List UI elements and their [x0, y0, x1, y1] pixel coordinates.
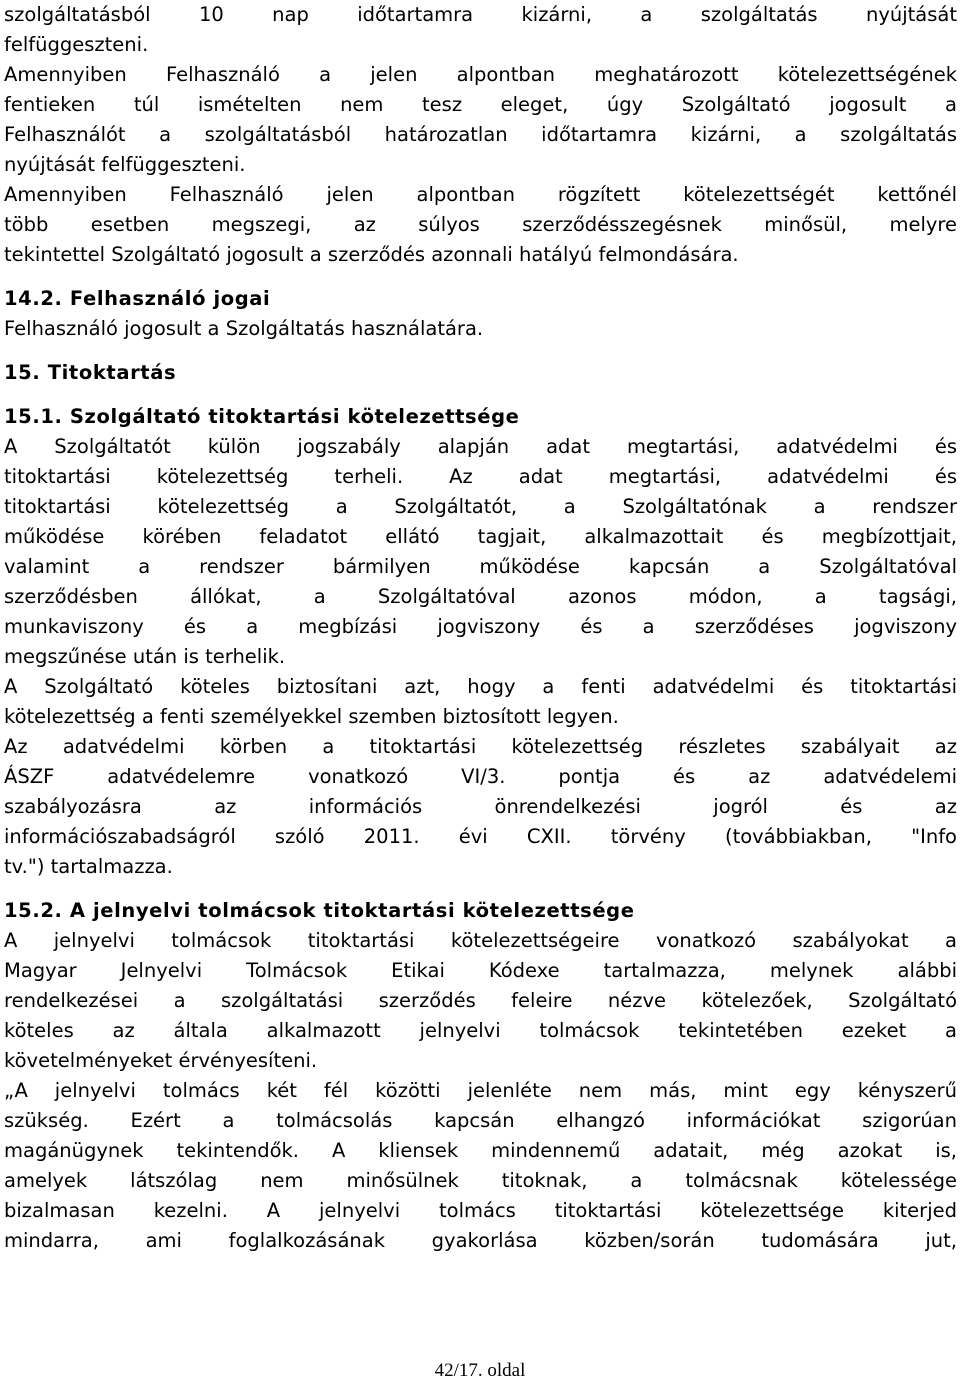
text-line: rendelkezései a szolgáltatási szerződés feleire nézve kötelezőek, Szolgáltató — [4, 989, 957, 1012]
text-line: Amennyiben Felhasználó jelen alpontban rögzített kötelezettségét kettőnél — [4, 183, 957, 206]
text-line: Felhasználót a szolgáltatásból határozatlan időtartamra kizárni, a szolgáltatás — [4, 123, 957, 146]
page-number: 42/17. oldal — [434, 1360, 526, 1381]
text-line: szerződésben állókat, a Szolgáltatóval azonos módon, a tagsági, — [4, 585, 957, 608]
text-line: követelményeket érvényesíteni. — [4, 1049, 318, 1072]
paragraph — [4, 0, 957, 60]
text-line: kötelezettség a fenti személyekkel szemben biztosított legyen. — [4, 705, 619, 728]
section-15-2 — [4, 896, 957, 1256]
section-heading: 15.2. A jelnyelvi tolmácsok titoktartási kötelezettsége — [4, 899, 635, 922]
text-line: megszűnése után is terhelik. — [4, 645, 286, 668]
text-line: amelyek látszólag nem minősülnek titoknak, a tolmácsnak kötelessége — [4, 1169, 957, 1192]
text-line: mindarra, ami foglalkozásának gyakorlása közben/során tudomására jut, — [4, 1229, 957, 1252]
text-line: Amennyiben Felhasználó a jelen alpontban meghatározott kötelezettségének — [4, 63, 957, 86]
paragraph — [4, 60, 957, 180]
text-line: magánügynek tekintendők. A kliensek mindennemű adatait, még azokat is, — [4, 1139, 957, 1162]
text-line: szolgáltatásból 10 nap időtartamra kizárni, a szolgáltatás nyújtását — [4, 3, 957, 26]
text-line: több esetben megszegi, az súlyos szerződésszegésnek minősül, melyre — [4, 213, 957, 236]
text-line: „A jelnyelvi tolmács két fél közötti jelenléte nem más, mint egy kényszerű — [4, 1079, 957, 1102]
text-line: működése körében feladatot ellátó tagjait, alkalmazottait és megbízottjait, — [4, 525, 957, 548]
text-line: A Szolgáltató köteles biztosítani azt, hogy a fenti adatvédelmi és titoktartási — [4, 675, 957, 698]
paragraph — [4, 180, 957, 270]
text-line: titoktartási kötelezettség a Szolgáltatót, a Szolgáltatónak a rendszer — [4, 495, 957, 518]
paragraph — [4, 672, 957, 732]
paragraph — [4, 732, 957, 882]
text-line: szabályozásra az információs önrendelkezési jogról és az — [4, 795, 957, 818]
text-line: tv.") tartalmazza. — [4, 855, 173, 878]
text-line: Magyar Jelnyelvi Tolmácsok Etikai Kódexe tartalmazza, melynek alábbi — [4, 959, 957, 982]
text-line: A jelnyelvi tolmácsok titoktartási kötelezettségeire vonatkozó szabályokat a — [4, 929, 957, 952]
text-line: felfüggeszteni. — [4, 33, 149, 56]
text-line: szükség. Ezért a tolmácsolás kapcsán elhangzó információkat szigorúan — [4, 1109, 957, 1132]
paragraph — [4, 1076, 957, 1256]
text-line: titoktartási kötelezettség terheli. Az adat megtartási, adatvédelmi és — [4, 465, 957, 488]
document-page — [4, 0, 957, 1256]
text-line: tekintettel Szolgáltató jogosult a szerződés azonnali hatályú felmondására. — [4, 243, 739, 266]
section-15 — [4, 358, 957, 388]
section-heading: 15.1. Szolgáltató titoktartási kötelezettsége — [4, 405, 520, 428]
text-line: A Szolgáltatót külön jogszabály alapján adat megtartási, adatvédelmi és — [4, 435, 957, 458]
section-heading: 14.2. Felhasználó jogai — [4, 287, 271, 310]
text-line: Felhasználó jogosult a Szolgáltatás használatára. — [4, 317, 484, 340]
text-line: valamint a rendszer bármilyen működése kapcsán a Szolgáltatóval — [4, 555, 957, 578]
text-line: nyújtását felfüggeszteni. — [4, 153, 246, 176]
section-heading: 15. Titoktartás — [4, 361, 177, 384]
text-line: információszabadságról szóló 2011. évi CXII. törvény (továbbiakban, "Info — [4, 825, 957, 848]
text-line: ÁSZF adatvédelemre vonatkozó VI/3. pontja és az adatvédelemi — [4, 765, 957, 788]
paragraph — [4, 432, 957, 672]
text-line: köteles az általa alkalmazott jelnyelvi tolmácsok tekintetében ezeket a — [4, 1019, 957, 1042]
paragraph — [4, 926, 957, 1076]
section-14-2 — [4, 284, 957, 344]
text-line: bizalmasan kezelni. A jelnyelvi tolmács titoktartási kötelezettsége kiterjed — [4, 1199, 957, 1222]
text-line: munkaviszony és a megbízási jogviszony és a szerződéses jogviszony — [4, 615, 957, 638]
section-15-1 — [4, 402, 957, 882]
text-line: fentieken túl ismételten nem tesz eleget, úgy Szolgáltató jogosult a — [4, 93, 957, 116]
text-line: Az adatvédelmi körben a titoktartási kötelezettség részletes szabályait az — [4, 735, 957, 758]
